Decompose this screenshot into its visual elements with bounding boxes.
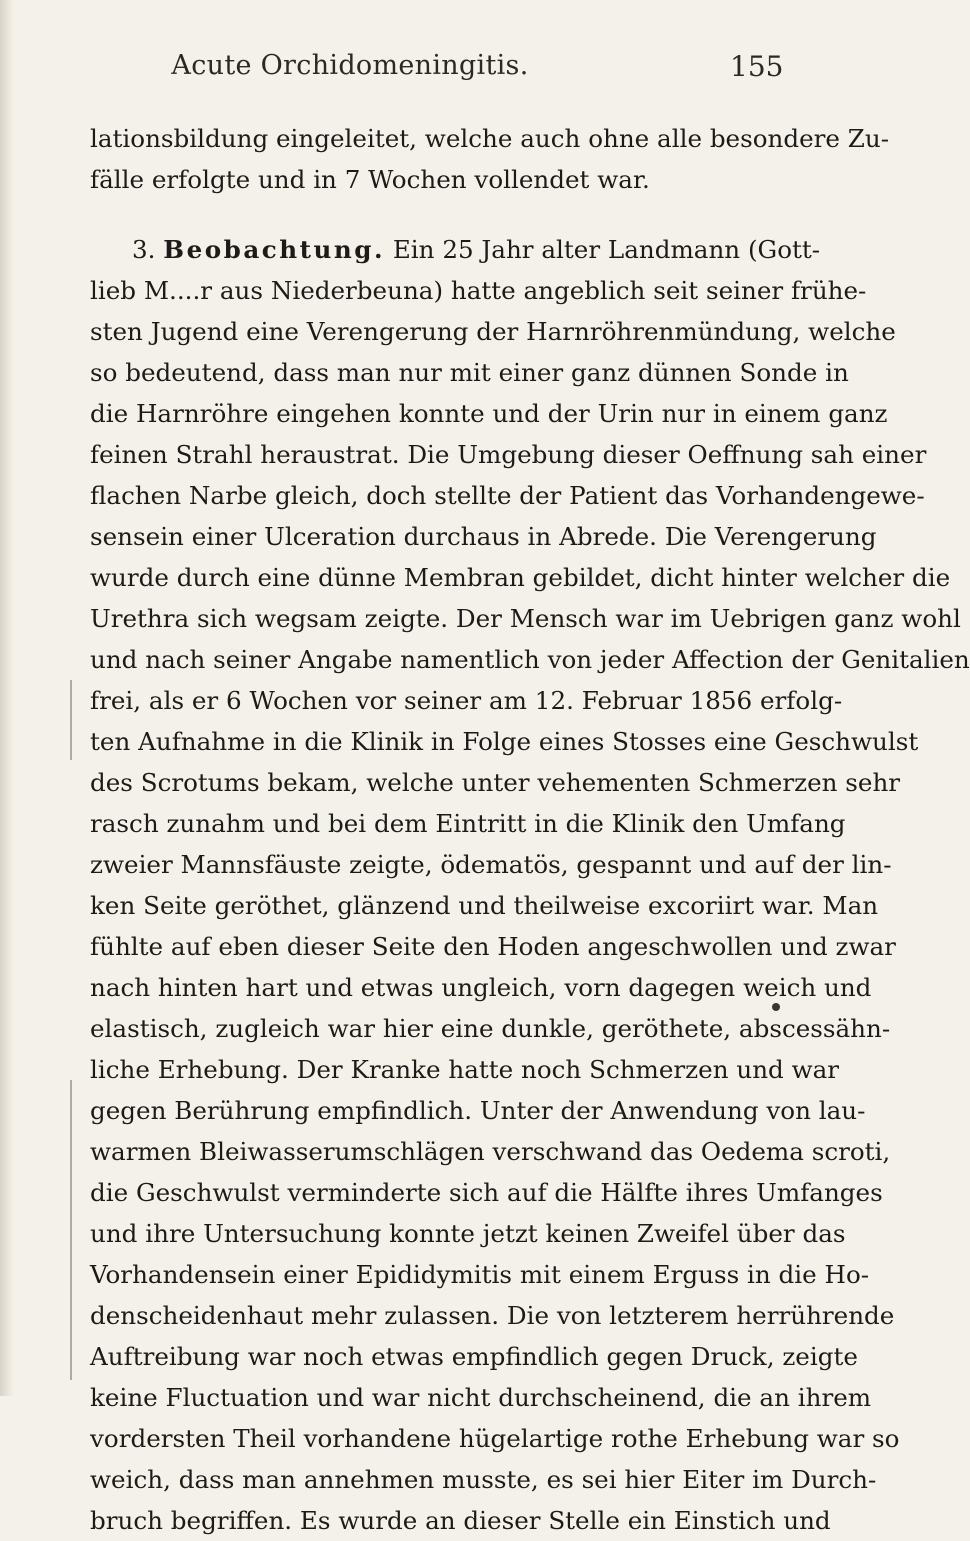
text-line: ken Seite geröthet, glänzend und theilweise excoriirt war. Man	[90, 891, 879, 920]
text-line: und ihre Untersuchung konnte jetzt keinen Zweifel über das	[90, 1219, 846, 1248]
text-line: des Scrotums bekam, welche unter vehementen Schmerzen sehr	[90, 768, 901, 797]
text-line: keine Fluctuation und war nicht durchscheinend, die an ihrem	[90, 1383, 872, 1412]
page-number: 155	[730, 50, 784, 83]
text-line: denscheidenhaut mehr zulassen. Die von letzterem herrührende	[90, 1301, 895, 1330]
text-line: flachen Narbe gleich, doch stellte der Patient das Vorhandengewe-	[90, 481, 925, 510]
scan-edge-mark	[70, 680, 72, 760]
text-line: warmen Bleiwasserumschlägen verschwand das Oedema scroti,	[90, 1137, 891, 1166]
text-line: sensein einer Ulceration durchaus in Abrede. Die Verengerung	[90, 522, 877, 551]
text-line: vordersten Theil vorhandene hügelartige rothe Erhebung war so	[90, 1424, 900, 1453]
text-line: feinen Strahl heraustrat. Die Umgebung dieser Oeffnung sah einer	[90, 440, 927, 469]
text-line: sten Jugend eine Verengerung der Harnröhrenmündung, welche	[90, 317, 896, 346]
text-line: Auftreibung war noch etwas empfindlich gegen Druck, zeigte	[90, 1342, 858, 1371]
text-line: so bedeutend, dass man nur mit einer ganz dünnen Sonde in	[90, 358, 849, 387]
text-line: elastisch, zugleich war hier eine dunkle, geröthete, abscessähn-	[90, 1014, 891, 1043]
text-line: frei, als er 6 Wochen vor seiner am 12. Februar 1856 erfolg-	[90, 686, 843, 715]
text-line: zweier Mannsfäuste zeigte, ödematös, gespannt und auf der lin-	[90, 850, 892, 879]
text-line: Urethra sich wegsam zeigte. Der Mensch war im Uebrigen ganz wohl	[90, 604, 961, 633]
observation-heading-line	[90, 229, 821, 270]
text-line: fälle erfolgte und in 7 Wochen vollendet war.	[90, 165, 650, 194]
observation-number: 3.	[132, 235, 156, 264]
text-line: nach hinten hart und etwas ungleich, vorn dagegen weich und	[90, 973, 872, 1002]
text-line: liche Erhebung. Der Kranke hatte noch Schmerzen und war	[90, 1055, 840, 1084]
text-line: weich, dass man annehmen musste, es sei hier Eiter im Durch-	[90, 1465, 877, 1494]
text-line: die Harnröhre eingehen konnte und der Urin nur in einem ganz	[90, 399, 888, 428]
scan-margin-shadow	[0, 0, 14, 1396]
text-line: rasch zunahm und bei dem Eintritt in die Klinik den Umfang	[90, 809, 846, 838]
running-title: Acute Orchidomeningitis.	[171, 50, 529, 81]
text-line: ten Aufnahme in die Klinik in Folge eines Stosses eine Geschwulst	[90, 727, 919, 756]
text-line: lieb M....r aus Niederbeuna) hatte angeblich seit seiner frühe-	[90, 276, 867, 305]
text-line: Vorhandensein einer Epididymitis mit einem Erguss in die Ho-	[90, 1260, 870, 1289]
text-line: bruch begriffen. Es wurde an dieser Stelle ein Einstich und	[90, 1506, 831, 1535]
text-line: wurde durch eine dünne Membran gebildet, dicht hinter welcher die	[90, 563, 951, 592]
text-line: fühlte auf eben dieser Seite den Hoden angeschwollen und zwar	[90, 932, 896, 961]
scan-edge-mark	[70, 1080, 72, 1380]
body-text	[90, 118, 970, 1541]
text-line: lationsbildung eingeleitet, welche auch ohne alle besondere Zu-	[90, 124, 890, 153]
paragraph-continuation	[90, 118, 890, 200]
text-line: gegen Berührung empfindlich. Unter der Anwendung von lau-	[90, 1096, 866, 1125]
text-line: und nach seiner Angabe namentlich von jeder Affection der Genitalien	[90, 645, 970, 674]
text-line: die Geschwulst verminderte sich auf die Hälfte ihres Umfanges	[90, 1178, 883, 1207]
observation-heading: Beobachtung.	[163, 235, 386, 264]
observation-paragraph	[90, 229, 970, 1541]
running-head	[0, 50, 800, 90]
text-line-rest: Ein 25 Jahr alter Landmann (Gott-	[392, 235, 821, 264]
